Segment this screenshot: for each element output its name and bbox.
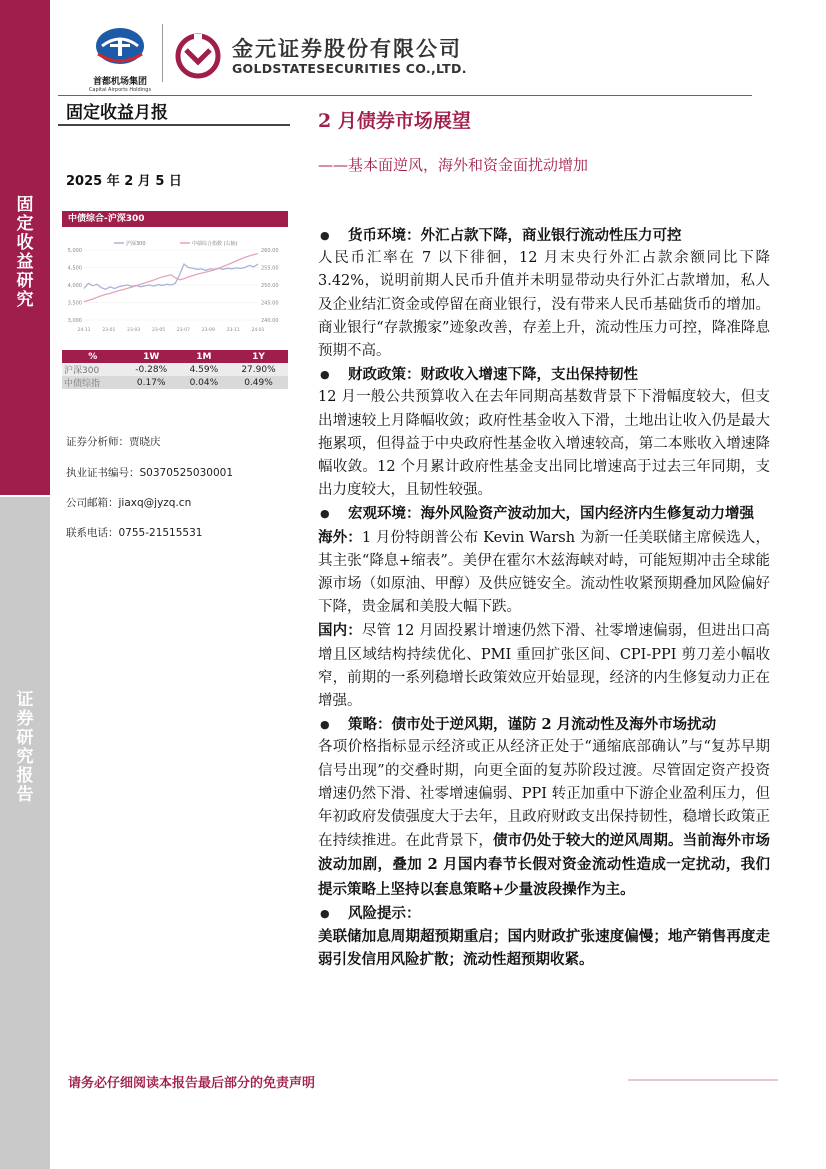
chart-x-tick-label: 23-09	[201, 328, 215, 333]
chart-x-tick-label: 23-03	[127, 328, 141, 333]
section-heading-risk: ● 风险提示：	[318, 902, 770, 925]
logo-divider	[162, 24, 163, 82]
table-row	[62, 363, 288, 376]
table-row	[62, 376, 288, 389]
chart-x-tick-label: 24-11	[77, 328, 91, 333]
company-name-cn: 金元证券股份有限公司	[232, 37, 462, 61]
left-column-rule	[58, 124, 290, 126]
chart-x-tick-label: 23-07	[176, 328, 190, 333]
analyst-name: 证券分析师：贾晓庆	[66, 436, 161, 448]
chart-legend-label: 中债综合指数 (右轴)	[192, 241, 238, 247]
section-body-overseas	[318, 526, 770, 620]
domestic-label: 国内：	[318, 622, 362, 640]
chart-x-tick-label: 23-11	[226, 328, 240, 333]
table-cell: 0.04%	[179, 376, 229, 389]
chart-right-tick-label: 250.00	[261, 283, 279, 289]
table-header-cell: 1Y	[229, 350, 288, 363]
chart-left-tick-label: 5,000	[67, 248, 82, 254]
table-cell-name: 沪深300	[62, 363, 124, 376]
sidebar-label-fixed-income: 固 定 收 益 研 究	[16, 195, 34, 310]
airport-emblem-icon	[80, 24, 160, 68]
chart-x-tick-label: 23-05	[152, 328, 166, 333]
chart-x-tick-label: 23-01	[102, 328, 116, 333]
report-body	[318, 224, 770, 972]
section-heading-macro: ● 宏观环境：海外风险资产波动加大，国内经济内生修复动力增强	[318, 502, 770, 525]
section-heading-strategy: ● 策略：债市处于逆风期，谨防 2 月流动性及海外市场扰动	[318, 713, 770, 736]
capital-airports-logo	[80, 24, 160, 92]
analyst-email: 公司邮箱：jiaxq@jyzq.cn	[66, 497, 192, 509]
company-name-en: GOLDSTATESECURITIES CO.,LTD.	[232, 61, 467, 76]
domestic-text: 尽管 12 月固投累计增速仍然下滑、社零增速偏弱，但进出口高增且区域结构持续优化、PMI 重回扩张区间、CPI-PPI 剪刀差小幅收窄，前期的一系列稳增长政策效应开始显现，经济的内生修复动力正在增强。	[318, 623, 771, 710]
section-heading-monetary: ● 货币环境：外汇占款下降，商业银行流动性压力可控	[318, 224, 770, 247]
chart-title-bar: 中债综合-沪深300	[62, 211, 288, 227]
chart-left-tick-label: 4,000	[67, 283, 82, 289]
chart-right-tick-label: 245.00	[261, 300, 279, 307]
analyst-phone: 联系电话：0755-21515531	[66, 527, 203, 539]
chart-left-tick-label: 4,500	[67, 265, 82, 272]
table-cell: 4.59%	[179, 363, 229, 376]
section-body-monetary: 人民币汇率在 7 以下徘徊，12 月末央行外汇占款余额同比下降 3.42%，说明前期人民币升值并未明显带动央行外汇占款增加，私人及企业结汇资金或停留在商业银行，没有带来人民币基础货币的增加。商业银行“存款搬家”迹象改善，存差上升，流动性压力可控，降准降息预期不高。	[318, 250, 770, 360]
table-cell: 0.49%	[229, 376, 288, 389]
strategy-text: 各项价格指标显示经济或正从经济正处于“通缩底部确认”与“复苏早期信号出现”的交叠时期，向更全面的复苏阶段过渡。尽管固定资产投资增速仍然下滑、社零增速偏弱、PPI 转正加重中下游企业盈利压力，但年初政府发债强度大于去年，且政府财政支出保持韧性，稳增长政策正在持续推进。在此背景下，	[318, 739, 770, 850]
chart-left-tick-label: 3,500	[67, 300, 82, 307]
airport-logo-subtext: Capital Airports Holdings	[88, 87, 152, 93]
table-header-row	[62, 350, 288, 363]
chart-right-tick-label: 240.00	[261, 318, 279, 324]
chart-right-tick-label: 260.00	[261, 248, 279, 254]
chart-x-tick-label: 24-01	[251, 328, 265, 333]
overseas-text: 1 月份特朗普公布 Kevin Warsh 为新一任美联储主席候选人，其主张“降息+缩表”。美伊在霍尔木兹海峡对峙，可能短期冲击全球能源市场（如原油、甲醇）及供应链安全。流动性收紧预期叠加风险偏好下降，贵金属和美股大幅下跌。	[318, 529, 770, 616]
table-header-cell: 1M	[179, 350, 229, 363]
report-subtitle: ——基本面逆风，海外和资金面扰动增加	[318, 156, 589, 174]
sidebar-top-band	[0, 0, 50, 495]
index-line-chart	[62, 236, 288, 336]
sidebar-label-securities-report: 证 券 研 究 报 告	[16, 690, 34, 805]
table-header-cell: %	[62, 350, 124, 363]
footer-disclaimer: 请务必仔细阅读本报告最后部分的免责声明	[68, 1076, 316, 1091]
strategy-text-bold: 债市仍处于较大的逆风周期。当前海外市场波动加剧，叠加 2 月国内春节长假对资金流动性造成一定扰动，我们提示策略上坚持以套息策略+少量波段操作为主。	[318, 832, 770, 898]
performance-table	[62, 350, 288, 389]
goldstate-logo-icon	[172, 32, 224, 84]
chart-right-tick-label: 255.00	[261, 265, 279, 272]
table-cell-name: 中债综指	[62, 376, 124, 389]
chart-legend-label: 沪深300	[126, 241, 146, 247]
overseas-label: 海外：	[318, 528, 362, 546]
header-rule	[58, 95, 752, 96]
chart-left-tick-label: 3,000	[67, 318, 82, 324]
report-title: 2 月债券市场展望	[318, 110, 471, 132]
table-header-cell: 1W	[124, 350, 179, 363]
section-body-risk: 美联储加息周期超预期重启；国内财政扩张速度偏慢；地产销售再度走弱引发信用风险扩散；流动性超预期收紧。	[318, 928, 770, 969]
footer-right-decoration	[628, 1072, 778, 1086]
section-body-domestic	[318, 619, 770, 713]
section-body-fiscal: 12 月一般公共预算收入在去年同期高基数背景下下滑幅度较大，但支出增速较上月降幅收敛；政府性基金收入下滑，土地出让收入仍是最大拖累项，但得益于中央政府性基金收入增速较高，第二本账收入增速降幅收敛。12 个月累计政府性基金支出同比增速高于过去三年同期，支出力度较大，且韧性较强。	[318, 389, 770, 499]
section-body-strategy	[318, 736, 770, 901]
report-type: 固定收益月报	[66, 103, 168, 123]
section-heading-fiscal: ● 财政政策：财政收入增速下降，支出保持韧性	[318, 363, 770, 386]
table-cell: -0.28%	[124, 363, 179, 376]
table-cell: 27.90%	[229, 363, 288, 376]
report-date: 2025 年 2 月 5 日	[66, 174, 182, 189]
chart-series-line	[84, 254, 258, 302]
sidebar-bottom-band	[0, 497, 50, 1169]
airport-logo-text: 首都机场集团	[92, 77, 147, 87]
analyst-cert: 执业证书编号：S0370525030001	[66, 467, 234, 479]
table-cell: 0.17%	[124, 376, 179, 389]
